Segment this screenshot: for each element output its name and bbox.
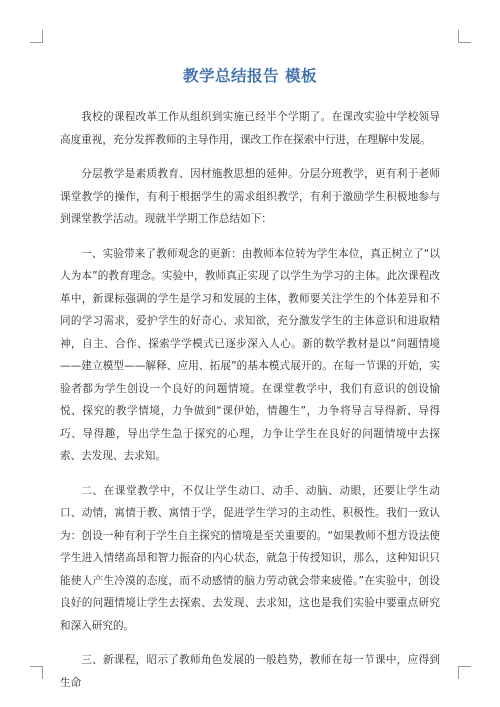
crop-mark-top-left [30, 30, 43, 43]
paragraph-point-two: 二、在课堂教学中，不仅让学生动口、动手、动脑、动眼，还要让学生动口、动情，寓情于教、寓情于学，促进学生学习的主动性、积极性。我们一致认为：创设一种有利于学生自主探究的情境是至关重要的。“如果教师不想方设法使学生进入情绪高昂和智力振奋的内心状态，就急于传授知识，那么，这种知识只能使人产生冷漠的态度，而不动感情的脑力劳动就会带来疲倦。”在实验中，创设良好的问题情境让学生去探索、去发现、去求知，这也是我们实验中要重点研究和深入研究的。 [60, 484, 440, 632]
crop-mark-bottom-left [30, 666, 43, 679]
paragraph-layered-teaching: 分层教学是素质教育、因材施教思想的延伸。分层分班教学，更有利于老师课堂教学的操作，有利于根据学生的需求组织教学，有利于激励学生积极地参与到课堂教学活动。现就半学期工作总结如下： [60, 168, 440, 225]
crop-mark-bottom-right [458, 666, 471, 679]
paragraph-intro: 我校的课程改革工作从组织到实施已经半个学期了。在课改实验中学校领导高度重视，充分发挥教师的主导作用，课改工作在探索中行进，在理解中发展。 [60, 111, 440, 146]
document-title: 教学总结报告 模板 [183, 67, 317, 85]
crop-mark-top-right [458, 30, 471, 43]
document-body [60, 106, 440, 706]
paragraph-point-one: 一、实验带来了教师观念的更新：由教师本位转为学生本位，真正树立了“以人为本”的教育理念。实验中，教师真正实现了以学生为学习的主体。此次课程改革中，新课标强调的学生是学习和发展的主体，教师要关注学生的个体差异和不同的学习需求，爱护学生的好奇心、求知欲，充分激发学生的主体意识和进取精神，自主、合作、探索学学模式已逐步深入人心。新的数学教材是以“问题情境——建立模型——解释、应用、拓展”的基本模式展开的。在每一节课的开始，实验者都为学生创设一个良好的问题情境。在课堂教学中，我们有意识的创设愉悦、探究的教学情境，力争做到“课伊始，情趣生”，力争将导言导得新、导得巧、导得趣，导出学生急于探究的心理，力争让学生在良好的问题情境中去探索、去发现、去求知。 [60, 247, 440, 462]
paragraph-point-three: 三、新课程，昭示了教师角色发展的一般趋势，教师在每一节课中，应得到生命 [60, 654, 440, 689]
